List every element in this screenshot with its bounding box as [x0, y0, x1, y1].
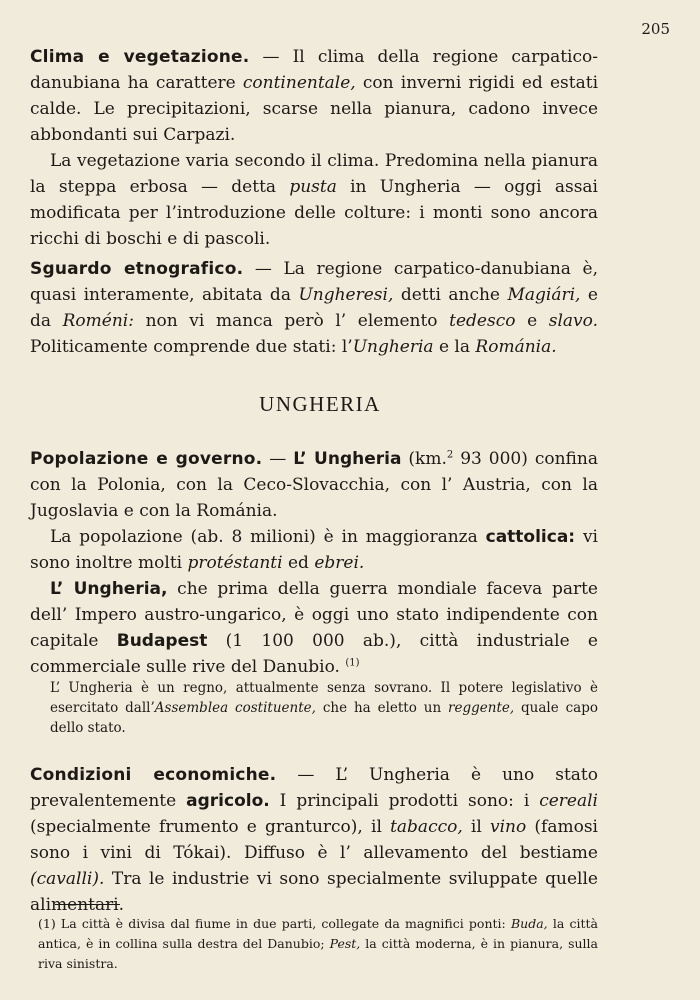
paragraph-vegetazione: La vegetazione varia secondo il clima. Predomina nella pianura la steppa erbosa — detta pusta in Ungheria — oggi assai modificata per l’introduzione delle colture: i monti sono ancora ricchi di boschi e di pascoli. — [30, 151, 598, 249]
footnote: (1) La città è divisa dal fiume in due parti, collegate da magnifici ponti: Buda, la città antica, è in collina sulla destra del Danubio; Pest, la città moderna, è in pianura, sulla riva sinistra. — [38, 916, 598, 971]
footnote-number: (1) — [38, 916, 56, 931]
paragraph-clima: Clima e vegetazione. — Il clima della regione carpatico-danubiana ha carattere continentale, con inverni rigidi ed estati calde. Le precipitazioni, scarse nella pianura, cadono invece abbondanti sui Carpazi. — [30, 47, 599, 145]
footnote-reference: (1) — [345, 657, 360, 669]
paragraph-note: L’ Ungheria è un regno, attualmente senza sovrano. Il potere legislativo è esercitato dall’Assemblea costituente, che ha eletto un reggente, quale capo dello stato. — [50, 680, 599, 736]
section-title-ungheria: UNGHERIA — [259, 392, 381, 416]
note-block — [50, 678, 598, 738]
page-number: 205 — [641, 20, 670, 38]
paragraph-popolazione: Popolazione e governo. — L’ Ungheria (km.$^2$ 93 000) confina con la Polonia, con la Ceco-Slovacchia, con l’ Austria, con la Jugoslavia e con la Románia. — [30, 449, 598, 521]
paragraph-condizioni: Condizioni economiche. — L’ Ungheria è uno stato prevalentemente agricolo. I principali prodotti sono: i cereali (specialmente frumento e granturco), il tabacco, il vino (famosi sono i vini di Tókai). Diffuso è l’ allevamento del bestiame (cavalli). Tra le industrie vi sono specialmente sviluppate quelle alimentari. — [30, 765, 598, 915]
footnote-block — [38, 914, 598, 974]
section-clima — [30, 44, 598, 252]
section-popolazione — [30, 446, 598, 680]
heading-condizioni: Condizioni economiche. — [30, 765, 277, 785]
paragraph-sguardo: Sguardo etnografico. — La regione carpatico-danubiana è, quasi interamente, abitata da Ungheresi, detti anche Magiári, e da Roméni: non vi manca però l’ elemento tedesco e slavo. Politicamente comprende due stati: l’Ungheria e la Románia. — [30, 259, 598, 357]
section-sguardo — [30, 256, 598, 360]
heading-popolazione: Popolazione e governo. — [30, 449, 263, 469]
paragraph-popolazione-religione: La popolazione (ab. 8 milioni) è in maggioranza cattolica: vi sono inoltre molti protéstanti ed ebrei. — [30, 527, 598, 573]
heading-sguardo: Sguardo etnografico. — [30, 259, 244, 279]
heading-clima: Clima e vegetazione. — [30, 47, 250, 67]
section-condizioni — [30, 762, 598, 918]
paragraph-popolazione-capitale: L’ Ungheria, che prima della guerra mondiale faceva parte dell’ Impero austro-ungarico, è oggi uno stato indipendente con capitale Budapest (1 100 000 ab.), città industriale e commerciale sulle rive del Danubio. $^{(1)}$ — [30, 579, 598, 677]
footnote-divider — [55, 904, 120, 905]
